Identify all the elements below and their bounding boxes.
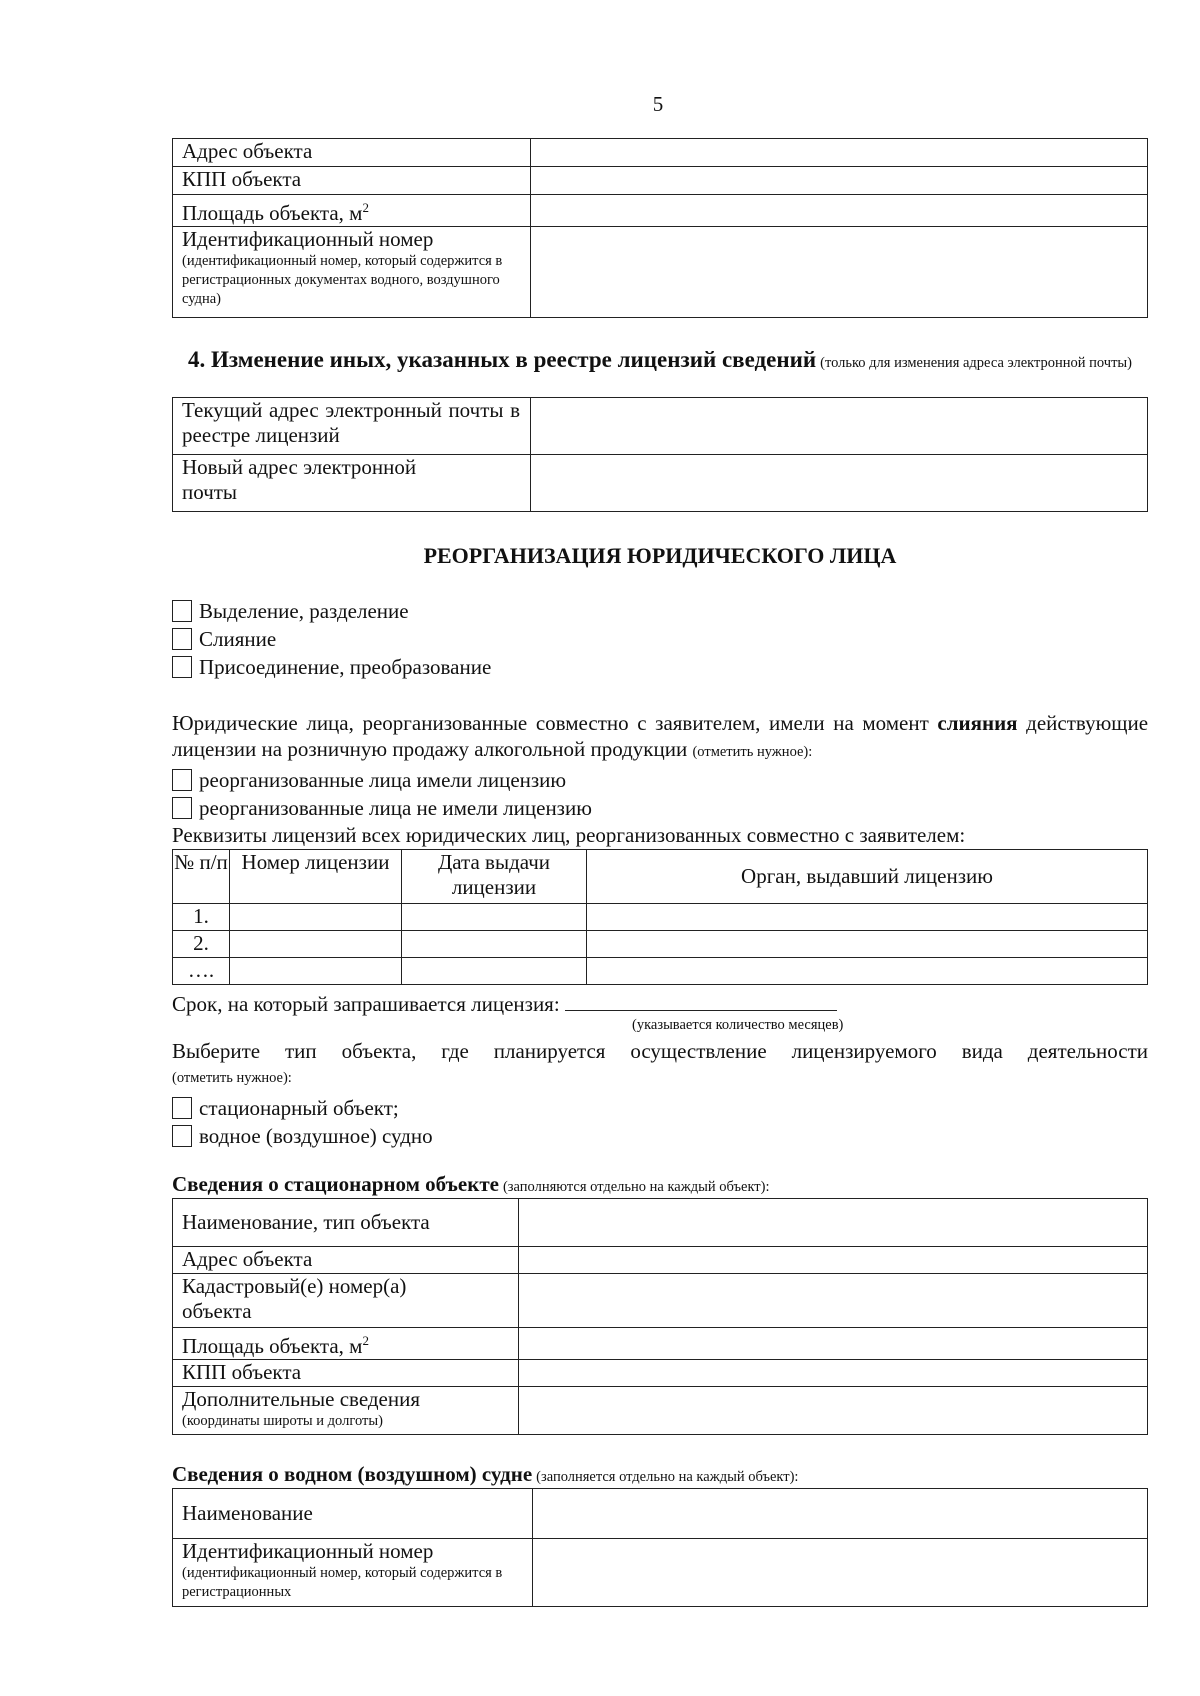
additional-info-field[interactable] <box>519 1387 1148 1435</box>
object-type-label: Выберите тип объекта, где планируется осуществление лицензируемого вида деятельности <box>172 1039 1148 1063</box>
stationary-table <box>172 1198 1148 1435</box>
label-cell: Адрес объекта <box>173 139 531 167</box>
checkbox[interactable] <box>172 656 192 678</box>
table-cell[interactable] <box>587 904 1148 931</box>
license-table <box>172 849 1148 985</box>
option-had-license[interactable]: реорганизованные лица имели лицензию <box>172 767 566 794</box>
new-email-field[interactable] <box>531 455 1148 512</box>
name-type-field[interactable] <box>519 1199 1148 1247</box>
field-note: (идентификационный номер, который содержится в регистрационных документах водного, воздушного судна) <box>182 253 503 307</box>
option-split[interactable]: Выделение, разделение <box>172 598 409 625</box>
row-number: …. <box>173 958 230 985</box>
table-cell[interactable] <box>587 958 1148 985</box>
table-cell[interactable] <box>230 904 402 931</box>
stationary-heading: Сведения о стационарном объекте (заполняются отдельно на каждый объект): <box>172 1172 770 1196</box>
label-cell: Площадь объекта, $м^2$ <box>173 1328 519 1360</box>
table-cell[interactable] <box>402 904 587 931</box>
kpp-value-field[interactable] <box>531 167 1148 195</box>
col-header-issue-date: Дата выдачи лицензии <box>402 850 587 904</box>
term-hint: (указывается количество месяцев) <box>632 1017 844 1033</box>
vessel-table <box>172 1488 1148 1607</box>
table-cell[interactable] <box>230 931 402 958</box>
checkbox[interactable] <box>172 628 192 650</box>
checkbox[interactable] <box>172 1125 192 1147</box>
label-cell: Новый адрес электронной почты <box>173 455 531 512</box>
kpp-field[interactable] <box>519 1360 1148 1387</box>
field-note: (координаты широты и долготы) <box>182 1413 383 1429</box>
option-merge[interactable]: Слияние <box>172 626 276 653</box>
checkbox[interactable] <box>172 797 192 819</box>
area-field[interactable] <box>519 1328 1148 1360</box>
label-cell: Наименование <box>173 1489 533 1539</box>
label-cell: Наименование, тип объекта <box>173 1199 519 1247</box>
option-stationary[interactable]: стационарный объект; <box>172 1095 399 1122</box>
cadastral-field[interactable] <box>519 1274 1148 1328</box>
label-cell: Идентификационный номер (идентификационный номер, который содержится в регистрационных документах водного, воздушного судна) <box>173 227 531 318</box>
col-header-issuer: Орган, выдавший лицензию <box>587 850 1148 904</box>
section4-heading: 4. Изменение иных, указанных в реестре лицензий сведений (только для изменения адреса электронной почты) <box>187 347 1133 372</box>
option-vessel[interactable]: водное (воздушное) судно <box>172 1123 433 1150</box>
table-cell[interactable] <box>402 931 587 958</box>
term-input[interactable] <box>565 988 837 1011</box>
table-cell[interactable] <box>587 931 1148 958</box>
label-cell: Кадастровый(е) номер(а) объекта <box>173 1274 519 1328</box>
checkbox[interactable] <box>172 1097 192 1119</box>
label-cell: Дополнительные сведения (координаты широты и долготы) <box>173 1387 519 1435</box>
reorg-title: РЕОРГАНИЗАЦИЯ ЮРИДИЧЕСКОГО ЛИЦА <box>423 543 897 568</box>
table-cell[interactable] <box>402 958 587 985</box>
checkbox[interactable] <box>172 600 192 622</box>
object-type-note: (отметить нужное): <box>172 1070 292 1086</box>
id-number-value-field[interactable] <box>531 227 1148 318</box>
checkbox[interactable] <box>172 769 192 791</box>
address-value-field[interactable] <box>531 139 1148 167</box>
vessel-object-table <box>172 138 1148 318</box>
label-cell: Текущий адрес электронный почты в реестре лицензий <box>173 398 531 455</box>
section4-table <box>172 397 1148 512</box>
row-number: 2. <box>173 931 230 958</box>
current-email-field[interactable] <box>531 398 1148 455</box>
field-note: (идентификационный номер, который содержится в регистрационных <box>182 1565 503 1600</box>
vessel-name-field[interactable] <box>533 1489 1148 1539</box>
option-no-license[interactable]: реорганизованные лица не имели лицензию <box>172 795 592 822</box>
area-value-field[interactable] <box>531 195 1148 227</box>
reorg-question: Юридические лица, реорганизованные совместно с заявителем, имели на момент слияния действующие лицензии на розничную продажу алкогольной продукции (отметить нужное): <box>172 711 1149 761</box>
option-join[interactable]: Присоединение, преобразование <box>172 654 491 681</box>
vessel-id-field[interactable] <box>533 1539 1148 1607</box>
requisites-label: Реквизиты лицензий всех юридических лиц, реорганизованных совместно с заявителем: <box>172 823 966 847</box>
label-cell: КПП объекта <box>173 167 531 195</box>
label-cell: Адрес объекта <box>173 1247 519 1274</box>
page-number: 5 <box>652 92 664 116</box>
label-cell: Идентификационный номер (идентификационный номер, который содержится в регистрационных <box>173 1539 533 1607</box>
label-cell: КПП объекта <box>173 1360 519 1387</box>
row-number: 1. <box>173 904 230 931</box>
address-field[interactable] <box>519 1247 1148 1274</box>
col-header-license-number: Номер лицензии <box>230 850 402 904</box>
label-cell: Площадь объекта, $м^2$ <box>173 195 531 227</box>
term-row: Срок, на который запрашивается лицензия: <box>172 988 837 1017</box>
table-cell[interactable] <box>230 958 402 985</box>
col-header-number: № п/п <box>173 850 230 904</box>
vessel-heading: Сведения о водном (воздушном) судне (заполняется отдельно на каждый объект): <box>172 1462 799 1486</box>
